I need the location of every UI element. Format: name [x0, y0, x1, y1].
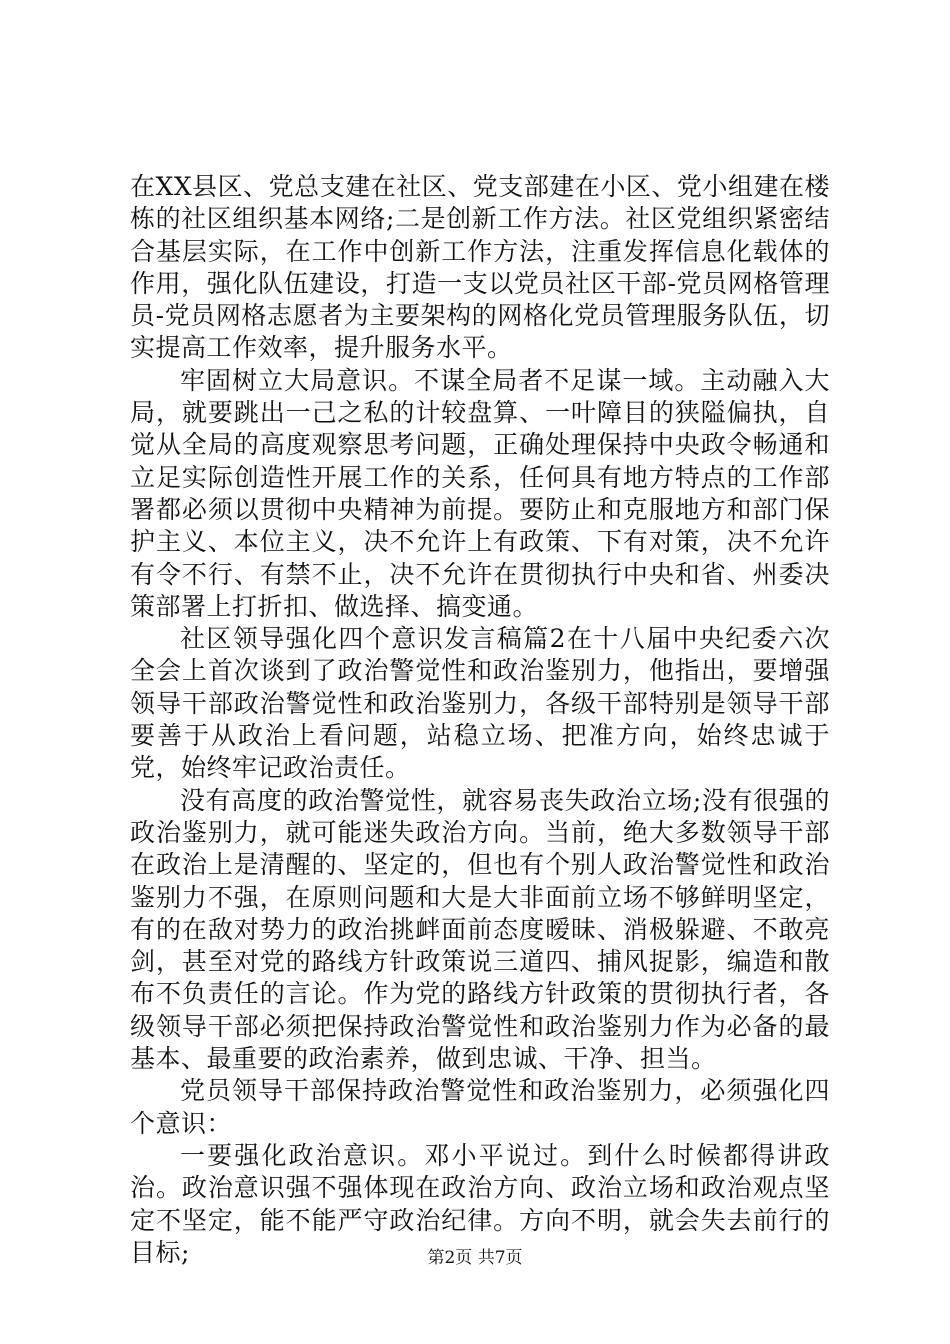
paragraph-5: 党员领导干部保持政治警觉性和政治鉴别力，必须强化四个意识：	[130, 1076, 830, 1138]
document-body	[130, 171, 830, 1269]
paragraph-4: 没有高度的政治警觉性，就容易丧失政治立场;没有很强的政治鉴别力，就可能迷失政治方向。当前，绝大多数领导干部在政治上是清醒的、坚定的，但也有个别人政治警觉性和政治鉴别力不强，在原则问题和大是大非面前立场不够鲜明坚定，有的在敌对势力的政治挑衅面前态度暧昧、消极躲避、不敢亮剑，甚至对党的路线方针政策说三道四、捕风捉影，编造和散布不负责任的言论。作为党的路线方针政策的贯彻执行者，各级领导干部必须把保持政治警觉性和政治鉴别力作为必备的最基本、最重要的政治素养，做到忠诚、干净、担当。	[130, 785, 830, 1074]
paragraph-3: 社区领导强化四个意识发言稿篇2在十八届中央纪委六次全会上首次谈到了政治警觉性和政治鉴别力，他指出，要增强领导干部政治警觉性和政治鉴别力，各级干部特别是领导干部要善于从政治上看问题，站稳立场、把准方向，始终忠诚于党，始终牢记政治责任。	[130, 624, 830, 783]
paragraph-6: 一要强化政治意识。邓小平说过。到什么时候都得讲政治。政治意识强不强体现在政治方向、政治立场和政治观点坚定不坚定，能不能严守政治纪律。方向不明，就会失去前行的目标;	[130, 1140, 830, 1267]
page-number-footer: 第2页 共7页	[427, 1248, 523, 1268]
paragraph-1: 在XX县区、党总支建在社区、党支部建在小区、党小组建在楼栋的社区组织基本网络;二是创新工作方法。社区党组织紧密结合基层实际，在工作中创新工作方法，注重发挥信息化载体的作用，强化队伍建设，打造一支以党员社区干部-党员网格管理员-党员网格志愿者为主要架构的网格化党员管理服务队伍，切实提高工作效率，提升服务水平。	[130, 172, 830, 363]
paragraph-2: 牢固树立大局意识。不谋全局者不足谋一域。主动融入大局，就要跳出一己之私的计较盘算、一叶障目的狭隘偏执，自觉从全局的高度观察思考问题，正确处理保持中央政令畅通和立足实际创造性开展工作的关系，任何具有地方特点的工作部署都必须以贯彻中央精神为前提。要防止和克服地方和部门保护主义、本位主义，决不允许上有政策、下有对策，决不允许有令不行、有禁不止，决不允许在贯彻执行中央和省、州委决策部署上打折扣、做选择、搞变通。	[130, 365, 830, 621]
